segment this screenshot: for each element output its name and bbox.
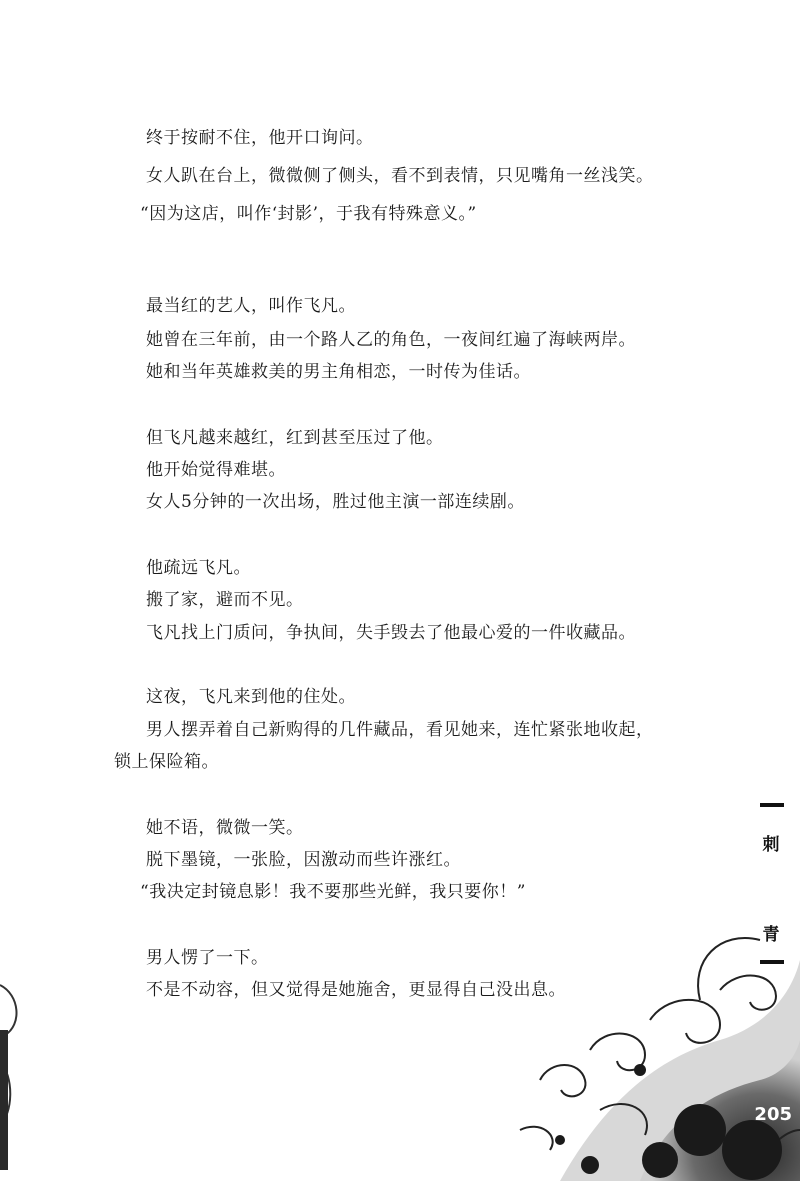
text-line: 他开始觉得难堪。 [146, 460, 286, 480]
text-line: 但飞凡越来越红，红到甚至压过了他。 [146, 428, 444, 448]
text-line: 她不语，微微一笑。 [146, 818, 304, 838]
text-line: 女人5分钟的一次出场，胜过他主演一部连续剧。 [146, 492, 525, 512]
text-line: 飞凡找上门质问，争执间，失手毁去了他最心爱的一件收藏品。 [146, 623, 636, 643]
text-line: 她和当年英雄救美的男主角相恋，一时传为佳话。 [146, 362, 531, 382]
text-line: 终于按耐不住，他开口询问。 [146, 128, 374, 148]
text-line: 脱下墨镜，一张脸，因激动而些许涨红。 [146, 850, 461, 870]
text-line: 不是不动容，但又觉得是她施舍，更显得自己没出息。 [146, 980, 566, 1000]
text-line: 锁上保险箱。 [114, 752, 219, 772]
text-line: 男人愣了一下。 [146, 948, 269, 968]
text-line: 男人摆弄着自己新购得的几件藏品，看见她来，连忙紧张地收起， [146, 720, 654, 740]
text-line: 女人趴在台上，微微侧了侧头，看不到表情，只见嘴角一丝浅笑。 [146, 166, 654, 186]
text-line: 他疏远飞凡。 [146, 558, 251, 578]
side-title-char: 青 [762, 925, 780, 945]
text-line: 她曾在三年前，由一个路人乙的角色，一夜间红遍了海峡两岸。 [146, 330, 636, 350]
text-line: “因为这店，叫作‘封影’，于我有特殊意义。” [140, 204, 477, 224]
text-line: 最当红的艺人，叫作飞凡。 [146, 296, 356, 316]
text-line: “我决定封镜息影！我不要那些光鲜，我只要你！” [140, 882, 526, 902]
side-title-char: 刺 [762, 835, 780, 855]
text-line: 搬了家，避而不见。 [146, 590, 304, 610]
text-line: 这夜，飞凡来到他的住处。 [146, 687, 356, 707]
page-number: 205 [754, 1104, 792, 1125]
